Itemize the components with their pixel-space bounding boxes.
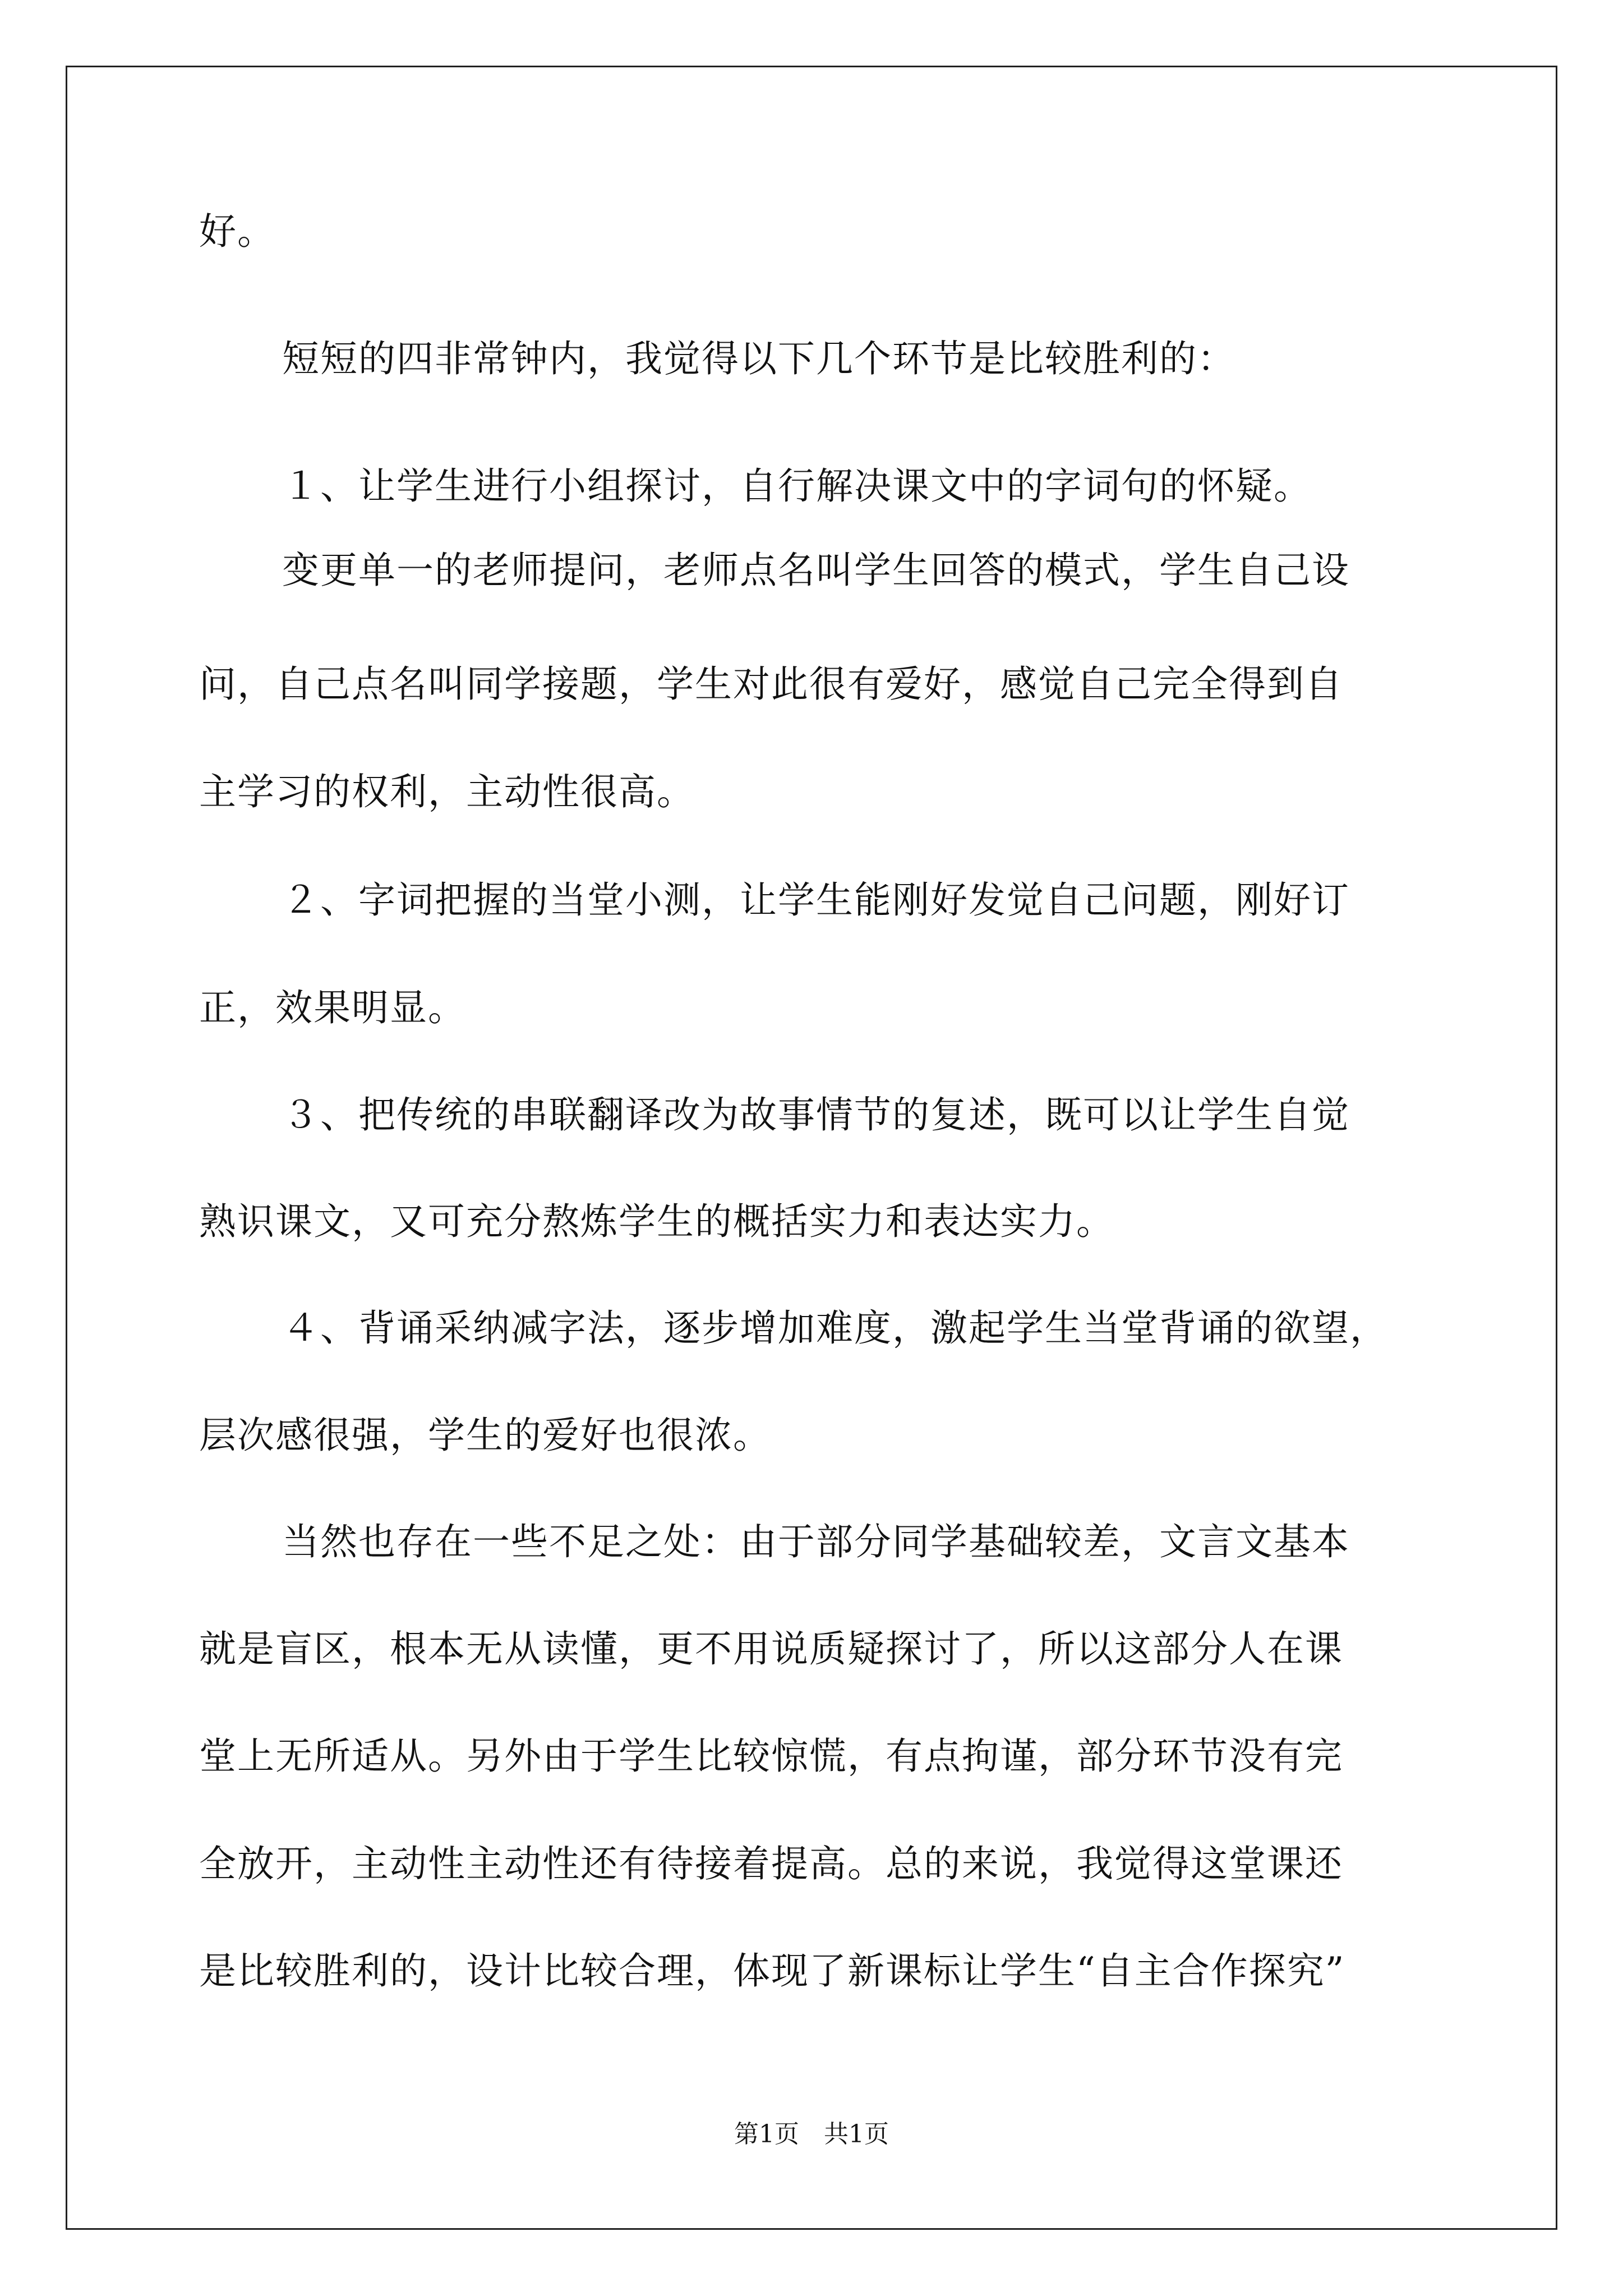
text-line: ４、背诵采纳减字法，逐步增加难度，激起学生当堂背诵的欲望，: [282, 1306, 1388, 1350]
text-line: 是比较胜利的，设计比较合理，体现了新课标让学生“自主合作探究”: [199, 1949, 1345, 1993]
text-line: １、让学生进行小组探讨，自行解决课文中的字词句的怀疑。: [282, 464, 1312, 508]
text-line: ２、字词把握的当堂小测，让学生能刚好发觉自己问题，刚好订: [282, 878, 1350, 922]
text-line: 层次感很强，学生的爱好也很浓。: [199, 1414, 771, 1457]
text-line: 变更单一的老师提问，老师点名叫学生回答的模式，学生自己设: [282, 549, 1350, 592]
text-line: 就是盲区，根本无从读懂，更不用说质疑探讨了，所以这部分人在课: [199, 1627, 1343, 1671]
page-border: [66, 66, 1557, 2230]
text-line: 堂上无所适从。另外由于学生比较惊慌，有点拘谨，部分环节没有完: [199, 1734, 1343, 1778]
page-footer: 第1页 共1页: [734, 2120, 889, 2148]
text-line: 全放开，主动性主动性还有待接着提高。总的来说，我觉得这堂课还: [199, 1842, 1343, 1885]
text-line: 当然也存在一些不足之处：由于部分同学基础较差，文言文基本: [282, 1520, 1350, 1563]
text-line: ３、把传统的串联翻译改为故事情节的复述，既可以让学生自觉: [282, 1093, 1350, 1137]
text-line: 主学习的权利，主动性很高。: [199, 770, 695, 813]
text-line: 短短的四非常钟内，我觉得以下几个环节是比较胜利的：: [282, 337, 1235, 380]
text-line: 好。: [199, 210, 275, 253]
text-line: 熟识课文，又可充分熬炼学生的概括实力和表达实力。: [199, 1200, 1114, 1243]
text-line: 正，效果明显。: [199, 986, 466, 1029]
text-line: 问，自己点名叫同学接题，学生对此很有爱好，感觉自己完全得到自: [199, 662, 1343, 706]
